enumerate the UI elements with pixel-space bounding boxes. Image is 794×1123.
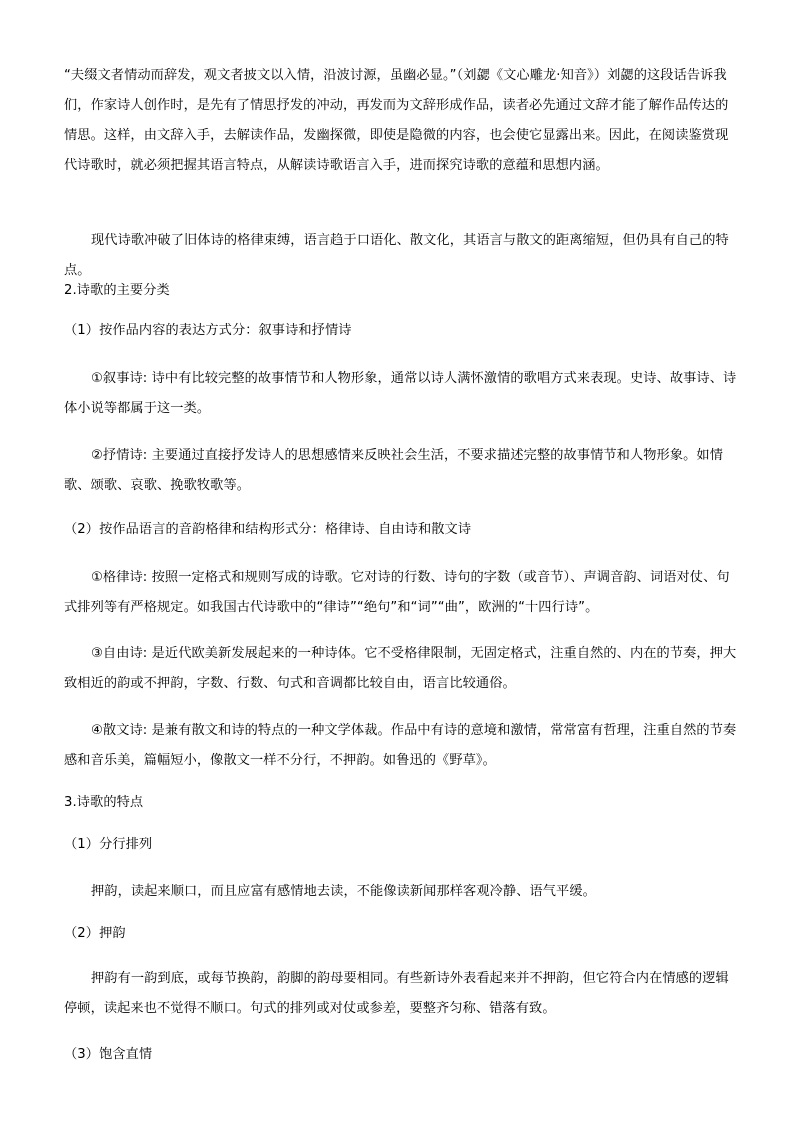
subheading-emotion: （3）饱含直情 [64,1047,153,1062]
line-arrangement-paragraph: 押韵，读起来顺口，而且应富有感情地去读，不能像读新闻那样客观冷静、语气平缓。 [91,884,596,899]
rhyme-paragraph: 押韵有一韵到底，或每节换韵，韵脚的韵母要相同。有些新诗外表看起来并不押韵，但它符合内在情感的逻辑停顿，读起来也不觉得不顺口。句式的排列或对仗或参差，要整齐匀称、错落有致。 [64,971,729,1016]
narrative-poem-paragraph: ①叙事诗: 诗中有比较完整的故事情节和人物形象，通常以诗人满怀激情的歌唱方式来表现。史诗、故事诗、诗体小说等都属于这一类。 [64,371,737,416]
subheading-rhyme: （2）押韵 [64,926,126,941]
free-verse-paragraph: ③自由诗: 是近代欧美新发展起来的一种诗体。它不受格律限制，无固定格式，注重自然的、内在的节奏，押大致相近的韵或不押韵，字数、行数、句式和音调都比较自由，语言比较通俗。 [64,646,737,691]
prose-poem-paragraph: ④散文诗: 是兼有散文和诗的特点的一种文学体裁。作品中有诗的意境和激情，常常富有哲理，注重自然的节奏感和音乐美，篇幅短小，像散文一样不分行，不押韵。如鲁迅的《野草》。 [64,723,737,768]
intro-paragraph: “夫缀文者情动而辞发，观文者披文以入情，沿波讨源，虽幽必显。”（刘勰《文心雕龙·知音》）刘勰的这段话告诉我们，作家诗人创作时，是先有了情思抒发的冲动，再发而为文辞形成作品，读者必先通过文辞才能了解作品传达的情思。这样，由文辞入手，去解读作品，发幽探微，即使是隐微的内容，也会使它显露出来。因此，在阅读鉴赏现代诗歌时，就必须把握其语言特点，从解读诗歌语言入手，进而探究诗歌的意蕴和思想内涵。 [64,68,729,173]
metrical-poem-paragraph: ①格律诗: 按照一定格式和规则写成的诗歌。它对诗的行数、诗句的字数（或音节）、声调音韵、词语对仗、句式排列等有严格规定。如我国古代诗歌中的“律诗”“绝句”和“词”“曲”，欧洲的“十四行诗”。 [64,570,730,615]
section-heading-classification: 2.诗歌的主要分类 [64,283,170,298]
subheading-line-arrangement: （1）分行排列 [64,837,153,852]
subheading-form-structure: （2）按作品语言的音韵格律和结构形式分：格律诗、自由诗和散文诗 [64,522,472,537]
lyric-poem-paragraph: ②抒情诗: 主要通过直接抒发诗人的思想感情来反映社会生活，不要求描述完整的故事情节和人物形象。如情歌、颂歌、哀歌、挽歌牧歌等。 [64,448,723,493]
section-heading-features: 3.诗歌的特点 [64,795,144,810]
subheading-content-expression: （1）按作品内容的表达方式分：叙事诗和抒情诗 [64,323,352,338]
modern-poetry-paragraph: 现代诗歌冲破了旧体诗的格律束缚，语言趋于口语化、散文化，其语言与散文的距离缩短，但仍具有自己的特点。 [64,233,729,278]
